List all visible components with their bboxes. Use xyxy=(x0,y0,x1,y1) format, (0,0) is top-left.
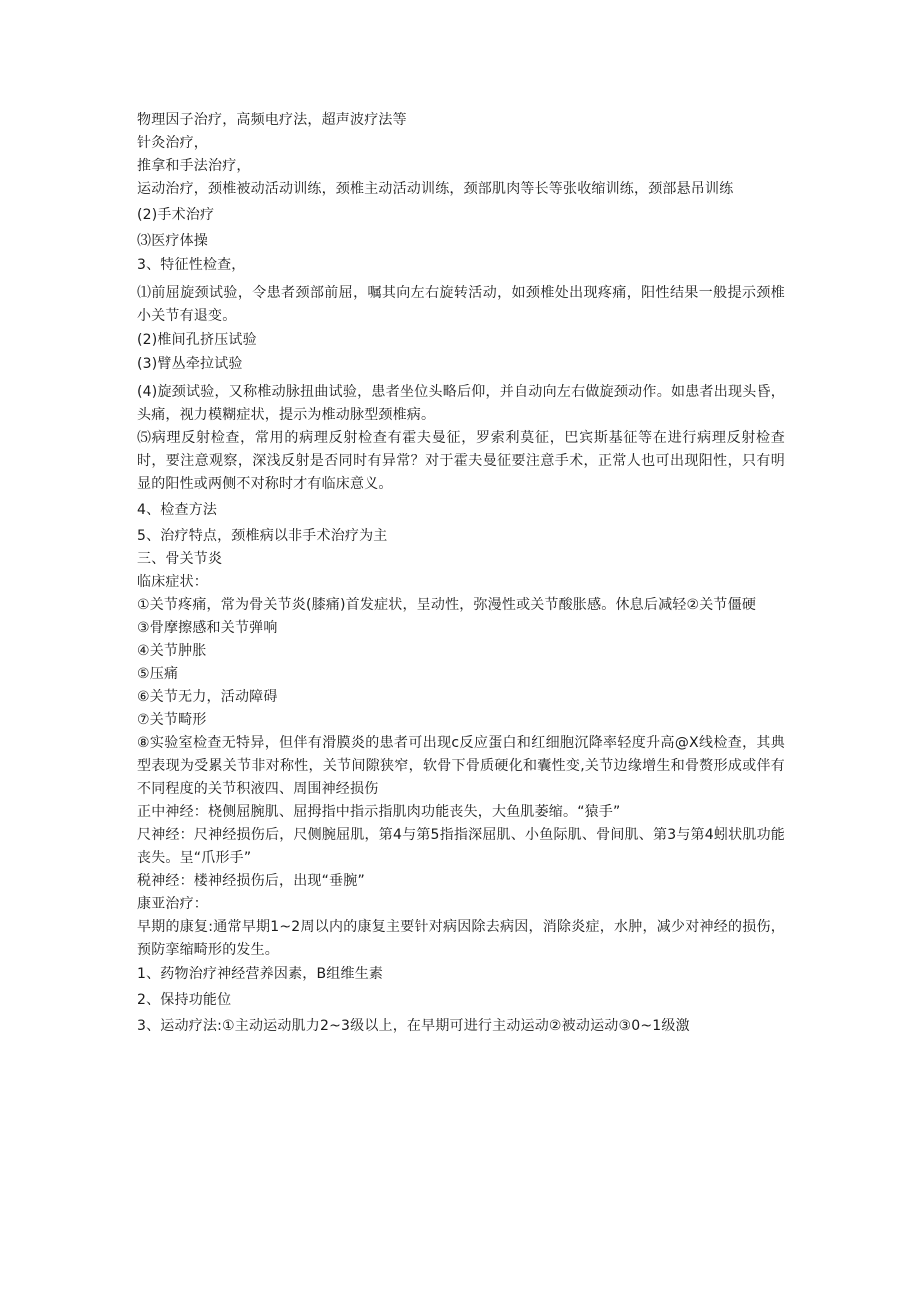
text-line: 3、运动疗法:①主动运动肌力2~3级以上，在早期可进行主动运动②被动运动③0~1级激 xyxy=(137,1018,690,1034)
section-heading: 5、治疗特点，颈椎病以非手术治疗为主 xyxy=(137,528,388,544)
text-paragraph: 尺神经：尺神经损伤后，尺侧腕屈肌，第4与第5指指深屈肌、小鱼际肌、骨间肌、第3与第4蚓状肌功能丧失。呈“爪形手” xyxy=(137,827,785,866)
text-line: 康亚治疗： xyxy=(137,896,208,912)
text-line: ③骨摩擦感和关节弹响 xyxy=(137,620,278,636)
section-heading: ⑶医疗体操 xyxy=(137,233,208,249)
section-heading: 3、特征性检查， xyxy=(137,257,246,273)
text-line: 1、药物治疗神经营养因素，B组维生素 xyxy=(137,966,384,982)
text-line: 针灸治疗， xyxy=(137,135,208,151)
text-paragraph: (4)旋颈试验，又称椎动脉扭曲试验，患者坐位头略后仰，并自动向左右做旋颈动作。如患者出现头昏，头痛，视力模糊症状，提示为椎动脉型颈椎病。 xyxy=(137,384,785,423)
text-line: ④关节肿胀 xyxy=(137,643,207,659)
section-heading: (2)手术治疗 xyxy=(137,207,215,223)
text-line: 税神经：楼神经损伤后，出现“垂腕” xyxy=(137,873,365,889)
text-paragraph: 早期的康复:通常早期1~2周以内的康复主要针对病因除去病因，消除炎症，水肿，减少对神经的损伤，预防挛缩畸形的发生。 xyxy=(137,919,785,958)
text-line: (2)椎间孔挤压试验 xyxy=(137,332,257,348)
text-line: 运动治疗，颈椎被动活动训练，颈椎主动活动训练，颈部肌肉等长等张收缩训练，颈部悬吊训练 xyxy=(137,181,734,197)
text-line: 推拿和手法治疗， xyxy=(137,158,251,174)
text-line: 临床症状： xyxy=(137,574,208,590)
text-paragraph: ⑸病理反射检查，常用的病理反射检查有霍夫曼征，罗索利莫征，巴宾斯基征等在进行病理反射检查时，要注意观察，深浅反射是否同时有异常？对于霍夫曼征要注意手术，正常人也可出现阳性，只有明显的阳性或两侧不对称时才有临床意义。 xyxy=(137,430,785,492)
section-heading: 4、检查方法 xyxy=(137,502,218,518)
section-heading: 三、骨关节炎 xyxy=(137,551,223,567)
text-paragraph: ⑴前屈旋颈试验，令患者颈部前屈，嘱其向左右旋转活动，如颈椎处出现疼痛，阳性结果一般提示颈椎小关节有退变。 xyxy=(137,285,785,324)
text-line: ⑤压痛 xyxy=(137,666,179,682)
text-paragraph: ①关节疼痛，常为骨关节炎(膝痛)首发症状，呈动性，弥漫性或关节酸胀感。休息后减轻②关节僵硬 xyxy=(137,597,757,613)
text-line: ⑦关节畸形 xyxy=(137,712,207,728)
text-line: 物理因子治疗，高频电疗法，超声波疗法等 xyxy=(137,112,407,128)
text-line: 2、保持功能位 xyxy=(137,992,232,1008)
text-line: (3)臂丛牵拉试验 xyxy=(137,356,243,372)
text-line: 正中神经：桡侧屈腕肌、屈拇指中指示指肌肉功能丧失，大鱼肌萎缩。“猿手” xyxy=(137,804,621,820)
document-body xyxy=(137,109,785,1038)
text-line: ⑥关节无力，活动障碍 xyxy=(137,689,278,705)
text-paragraph: ⑧实验室检查无特异，但伴有滑膜炎的患者可出现c反应蛋白和红细胞沉降率轻度升高@X线检查，其典型表现为受累关节非对称性，关节间隙狭窄，软骨下骨质硬化和囊性变,关节边缘增生和骨赘形成或伴有不同程度的关节积液四、周围神经损伤 xyxy=(137,735,785,797)
